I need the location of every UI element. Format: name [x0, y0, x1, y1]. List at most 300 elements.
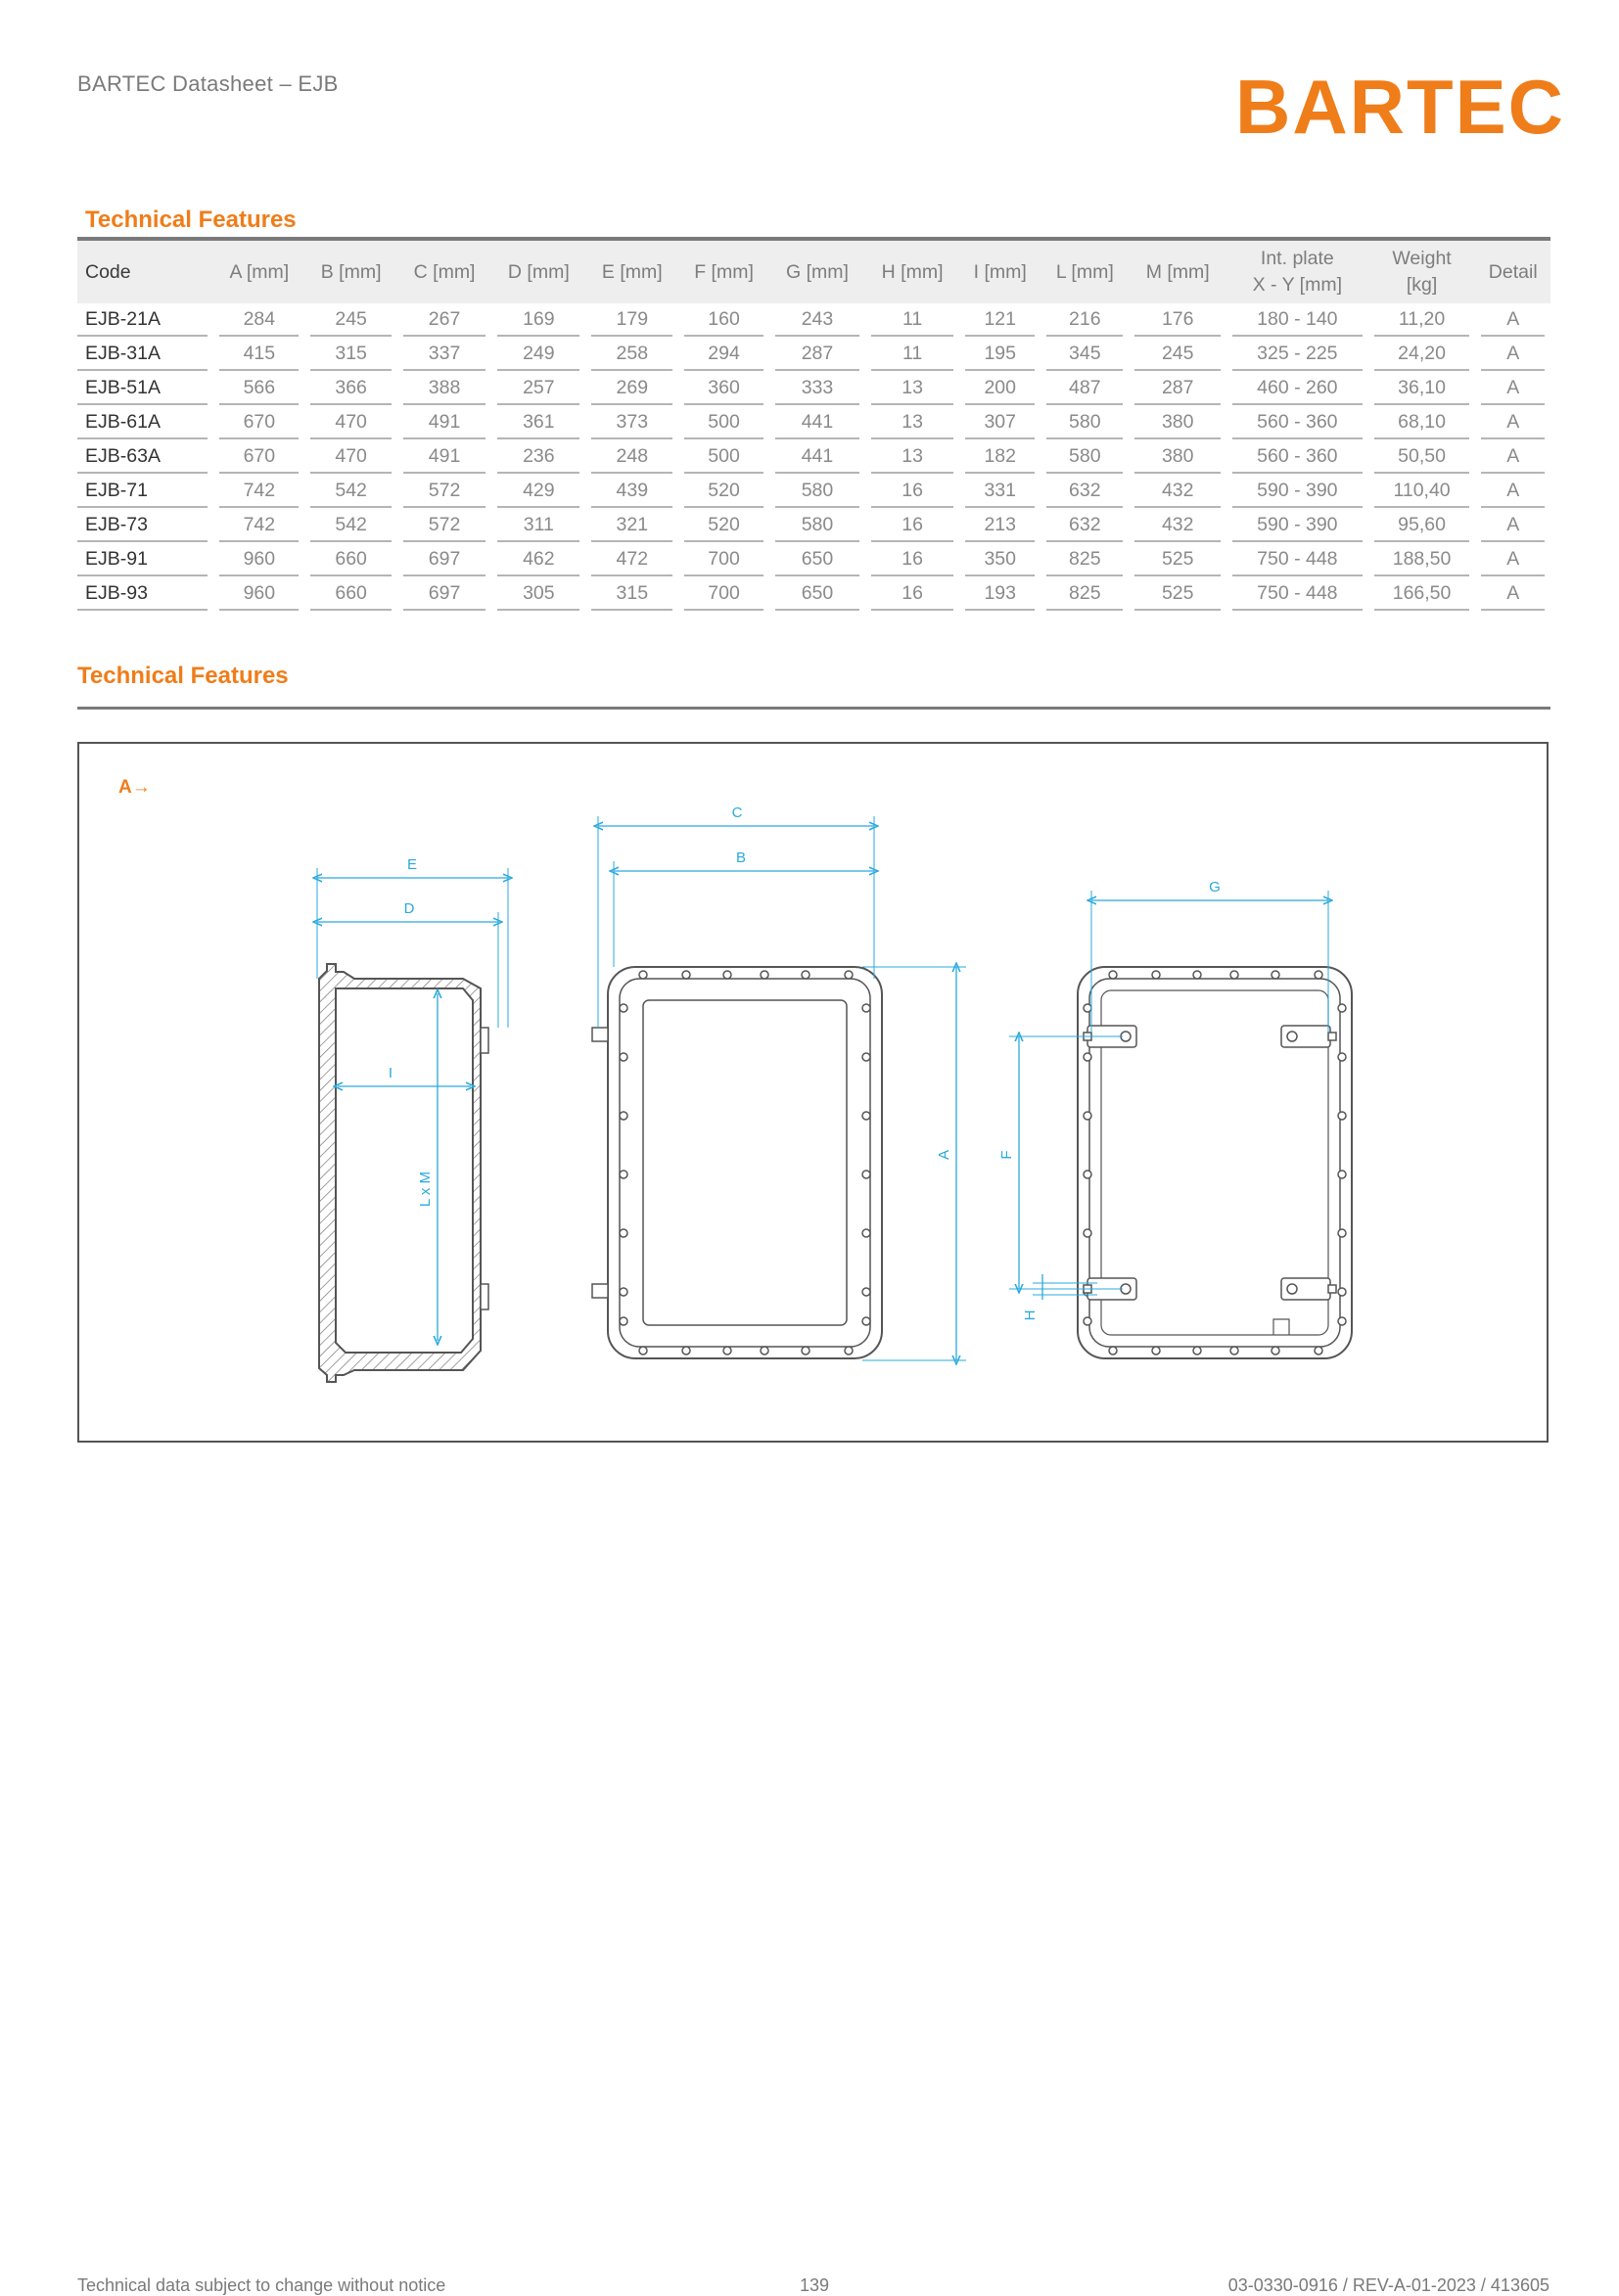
table-cell: [1041, 440, 1129, 475]
column-header-label: E [mm]: [601, 260, 663, 283]
column-header: [213, 237, 304, 303]
table-cell: [585, 406, 678, 440]
column-header: [1475, 237, 1550, 303]
cell-value: A: [1481, 577, 1545, 611]
table-cell: [959, 303, 1041, 338]
column-header-label: I [mm]: [973, 260, 1027, 283]
table-cell: [1041, 338, 1129, 372]
table-cell: [1129, 406, 1226, 440]
section-title-technical-features: Technical Features: [85, 207, 297, 233]
cell-value: 13: [871, 372, 953, 405]
column-header-label: Weight: [1392, 248, 1452, 269]
column-header: [304, 237, 397, 303]
table-cell: [304, 475, 397, 509]
table-cell: [769, 440, 865, 475]
cell-value: 572: [403, 509, 486, 542]
document-title: BARTEC Datasheet – EJB: [77, 71, 339, 96]
cell-value: 180 - 140: [1232, 303, 1363, 337]
column-header-label: Code: [85, 260, 131, 283]
cell-value: 245: [310, 303, 392, 337]
column-header-sublabel: [kg]: [1406, 274, 1438, 296]
side-section-view: [317, 868, 508, 1382]
table-header-row: [77, 237, 1550, 303]
cell-value: 267: [403, 303, 486, 337]
table-cell: [491, 372, 585, 406]
product-code-cell: [77, 406, 213, 440]
cell-value: 429: [497, 475, 579, 508]
table-cell: [491, 406, 585, 440]
cell-value: 373: [591, 406, 672, 439]
table-cell: [769, 475, 865, 509]
cell-value: 95,60: [1374, 509, 1470, 542]
table-cell: [865, 303, 959, 338]
table-cell: [1475, 303, 1550, 338]
table-cell: [304, 406, 397, 440]
table-cell: [213, 509, 304, 543]
table-cell: [213, 406, 304, 440]
cell-value: 580: [1046, 440, 1123, 474]
cell-value: 566: [219, 372, 299, 405]
table-row: [77, 440, 1550, 475]
table-cell: [304, 338, 397, 372]
cell-value: 257: [497, 372, 579, 405]
table-cell: [1368, 303, 1476, 338]
table-cell: [1129, 372, 1226, 406]
cell-value: 361: [497, 406, 579, 439]
table-cell: [1129, 509, 1226, 543]
cell-value: 632: [1046, 475, 1123, 508]
table-cell: [959, 577, 1041, 612]
column-header: [585, 237, 678, 303]
cell-value: 16: [871, 543, 953, 576]
cell-value: 590 - 390: [1232, 509, 1363, 542]
column-header: [769, 237, 865, 303]
table-cell: [213, 303, 304, 338]
table-cell: [1368, 338, 1476, 372]
cell-value: 258: [591, 338, 672, 371]
cell-value: EJB-61A: [77, 406, 208, 439]
table-cell: [213, 475, 304, 509]
table-cell: [1475, 543, 1550, 577]
table-cell: [213, 577, 304, 612]
cell-value: 470: [310, 406, 392, 439]
table-cell: [1129, 543, 1226, 577]
cell-value: 176: [1134, 303, 1221, 337]
table-cell: [585, 509, 678, 543]
column-header: [678, 237, 769, 303]
cell-value: 236: [497, 440, 579, 474]
cell-value: 500: [684, 440, 763, 474]
cell-value: EJB-93: [77, 577, 208, 611]
cell-value: 13: [871, 440, 953, 474]
cell-value: 520: [684, 475, 763, 508]
table-cell: [1475, 406, 1550, 440]
cell-value: 470: [310, 440, 392, 474]
column-header-label: Int. plate: [1260, 248, 1334, 269]
column-header-label: H [mm]: [881, 260, 944, 283]
dim-label-g: G: [1209, 879, 1221, 895]
cell-value: 182: [965, 440, 1035, 474]
cell-value: 825: [1046, 543, 1123, 576]
column-header: [865, 237, 959, 303]
table-cell: [1226, 543, 1368, 577]
cell-value: A: [1481, 303, 1545, 337]
table-cell: [1368, 543, 1476, 577]
cell-value: 560 - 360: [1232, 406, 1363, 439]
cell-value: 16: [871, 577, 953, 611]
cell-value: 315: [591, 577, 672, 611]
table-cell: [865, 338, 959, 372]
table-cell: [304, 577, 397, 612]
cell-value: 650: [775, 577, 859, 611]
cell-value: 169: [497, 303, 579, 337]
table-cell: [304, 440, 397, 475]
table-cell: [865, 475, 959, 509]
cell-value: 660: [310, 543, 392, 576]
cell-value: 487: [1046, 372, 1123, 405]
column-header: [77, 237, 213, 303]
cell-value: 750 - 448: [1232, 577, 1363, 611]
table-cell: [678, 372, 769, 406]
product-code-cell: [77, 372, 213, 406]
table-cell: [397, 303, 491, 338]
cell-value: 441: [775, 406, 859, 439]
table-row: [77, 372, 1550, 406]
table-body: [77, 303, 1550, 612]
table-cell: [1226, 577, 1368, 612]
detail-a-label: A→: [118, 777, 151, 798]
table-cell: [959, 406, 1041, 440]
table-cell: [959, 338, 1041, 372]
table-cell: [959, 543, 1041, 577]
product-code-cell: [77, 303, 213, 338]
table-cell: [678, 303, 769, 338]
table-cell: [213, 372, 304, 406]
table-row: [77, 338, 1550, 372]
product-code-cell: [77, 338, 213, 372]
cell-value: 287: [1134, 372, 1221, 405]
cell-value: 432: [1134, 475, 1221, 508]
table-cell: [769, 543, 865, 577]
cell-value: 460 - 260: [1232, 372, 1363, 405]
cell-value: A: [1481, 543, 1545, 576]
cell-value: 345: [1046, 338, 1123, 371]
product-code-cell: [77, 577, 213, 612]
column-header: [1041, 237, 1129, 303]
cell-value: 572: [403, 475, 486, 508]
table-cell: [491, 440, 585, 475]
cell-value: 360: [684, 372, 763, 405]
cell-value: 188,50: [1374, 543, 1470, 576]
cell-value: 580: [775, 475, 859, 508]
table-cell: [585, 577, 678, 612]
table-cell: [1129, 475, 1226, 509]
cell-value: 960: [219, 577, 299, 611]
cell-value: 333: [775, 372, 859, 405]
table-cell: [678, 509, 769, 543]
cell-value: 321: [591, 509, 672, 542]
table-cell: [865, 406, 959, 440]
table-cell: [304, 372, 397, 406]
front-view: [592, 816, 966, 1360]
cell-value: 24,20: [1374, 338, 1470, 371]
table-cell: [865, 440, 959, 475]
table-row: [77, 406, 1550, 440]
cell-value: A: [1481, 475, 1545, 508]
page-number: 139: [800, 2275, 830, 2295]
cell-value: 700: [684, 577, 763, 611]
cell-value: 560 - 360: [1232, 440, 1363, 474]
table-row: [77, 475, 1550, 509]
cell-value: A: [1481, 338, 1545, 371]
cell-value: 380: [1134, 440, 1221, 474]
cell-value: 269: [591, 372, 672, 405]
table-cell: [491, 303, 585, 338]
table-cell: [865, 372, 959, 406]
cell-value: 11: [871, 303, 953, 337]
cell-value: 415: [219, 338, 299, 371]
table-cell: [1129, 303, 1226, 338]
cell-value: 650: [775, 543, 859, 576]
table-cell: [397, 406, 491, 440]
table-cell: [1129, 577, 1226, 612]
column-header-label: F [mm]: [694, 260, 754, 283]
table-cell: [491, 543, 585, 577]
table-cell: [1475, 475, 1550, 509]
cell-value: 472: [591, 543, 672, 576]
table-cell: [678, 475, 769, 509]
column-header: [1226, 237, 1368, 303]
table-cell: [585, 543, 678, 577]
table-cell: [585, 440, 678, 475]
cell-value: 68,10: [1374, 406, 1470, 439]
table-cell: [769, 577, 865, 612]
cell-value: 350: [965, 543, 1035, 576]
cell-value: 307: [965, 406, 1035, 439]
cell-value: 243: [775, 303, 859, 337]
table-cell: [865, 543, 959, 577]
table-cell: [678, 338, 769, 372]
table-cell: [1368, 475, 1476, 509]
cell-value: 50,50: [1374, 440, 1470, 474]
cell-value: 742: [219, 475, 299, 508]
table-cell: [397, 338, 491, 372]
table-cell: [397, 543, 491, 577]
table-cell: [1041, 509, 1129, 543]
table-cell: [678, 406, 769, 440]
table-cell: [585, 338, 678, 372]
column-header: [1129, 237, 1226, 303]
table-cell: [959, 440, 1041, 475]
column-header-label: M [mm]: [1145, 260, 1210, 283]
table-cell: [397, 577, 491, 612]
cell-value: 825: [1046, 577, 1123, 611]
cell-value: 331: [965, 475, 1035, 508]
table-cell: [865, 509, 959, 543]
table-row: [77, 509, 1550, 543]
dim-label-e: E: [406, 856, 418, 873]
table-cell: [304, 543, 397, 577]
cell-value: 366: [310, 372, 392, 405]
section-title-drawing: Technical Features: [77, 663, 289, 689]
table-cell: [1475, 440, 1550, 475]
column-header-label: Detail: [1488, 260, 1538, 283]
dim-label-c: C: [731, 804, 743, 821]
cell-value: 542: [310, 475, 392, 508]
table-cell: [1475, 372, 1550, 406]
cell-value: 750 - 448: [1232, 543, 1363, 576]
dim-label-h: H: [1022, 1309, 1039, 1321]
cell-value: EJB-63A: [77, 440, 208, 474]
table-cell: [1041, 406, 1129, 440]
table-cell: [1475, 509, 1550, 543]
cell-value: EJB-71: [77, 475, 208, 508]
column-header: [959, 237, 1041, 303]
column-header-sublabel: X - Y [mm]: [1252, 274, 1343, 296]
cell-value: 193: [965, 577, 1035, 611]
cell-value: EJB-73: [77, 509, 208, 542]
table-cell: [678, 440, 769, 475]
column-header-label: G [mm]: [786, 260, 849, 283]
table-cell: [1041, 303, 1129, 338]
table-cell: [1368, 577, 1476, 612]
table-cell: [213, 338, 304, 372]
cell-value: 249: [497, 338, 579, 371]
cell-value: 590 - 390: [1232, 475, 1363, 508]
table-cell: [678, 543, 769, 577]
dim-label-f: F: [998, 1150, 1015, 1160]
table-cell: [585, 372, 678, 406]
cell-value: 491: [403, 406, 486, 439]
product-code-cell: [77, 440, 213, 475]
cell-value: 432: [1134, 509, 1221, 542]
cell-value: 742: [219, 509, 299, 542]
table-cell: [491, 509, 585, 543]
table-cell: [769, 372, 865, 406]
cell-value: 542: [310, 509, 392, 542]
cell-value: 670: [219, 440, 299, 474]
table-cell: [491, 475, 585, 509]
table-cell: [491, 338, 585, 372]
cell-value: 462: [497, 543, 579, 576]
table-cell: [1041, 372, 1129, 406]
cell-value: 294: [684, 338, 763, 371]
cell-value: 284: [219, 303, 299, 337]
table-cell: [304, 509, 397, 543]
table-cell: [1226, 440, 1368, 475]
cell-value: A: [1481, 440, 1545, 474]
cell-value: 11: [871, 338, 953, 371]
cell-value: 960: [219, 543, 299, 576]
cell-value: 500: [684, 406, 763, 439]
table-cell: [1129, 338, 1226, 372]
cell-value: A: [1481, 509, 1545, 542]
table-cell: [1475, 577, 1550, 612]
table-cell: [491, 577, 585, 612]
cell-value: 700: [684, 543, 763, 576]
cell-value: 670: [219, 406, 299, 439]
dim-label-lxm: L x M: [417, 1171, 434, 1208]
cell-value: 441: [775, 440, 859, 474]
cell-value: 520: [684, 509, 763, 542]
cell-value: 121: [965, 303, 1035, 337]
table-cell: [769, 303, 865, 338]
column-header-label: C [mm]: [413, 260, 476, 283]
product-code-cell: [77, 509, 213, 543]
table-cell: [213, 543, 304, 577]
table-cell: [769, 406, 865, 440]
table-cell: [1226, 475, 1368, 509]
cell-value: 13: [871, 406, 953, 439]
cell-value: 16: [871, 509, 953, 542]
cell-value: EJB-91: [77, 543, 208, 576]
technical-drawing-frame: [77, 742, 1549, 1443]
interior-view: [1009, 891, 1352, 1358]
cell-value: 245: [1134, 338, 1221, 371]
table-cell: [769, 338, 865, 372]
cell-value: 16: [871, 475, 953, 508]
cell-value: 632: [1046, 509, 1123, 542]
cell-value: EJB-21A: [77, 303, 208, 337]
cell-value: 337: [403, 338, 486, 371]
column-header-label: A [mm]: [229, 260, 290, 283]
cell-value: EJB-31A: [77, 338, 208, 371]
cell-value: 697: [403, 543, 486, 576]
dim-label-b: B: [735, 850, 747, 866]
table-row: [77, 303, 1550, 338]
product-code-cell: [77, 475, 213, 509]
table-cell: [1226, 338, 1368, 372]
table-cell: [397, 509, 491, 543]
bartec-logo: BARTEC: [1235, 64, 1565, 150]
table-cell: [1226, 303, 1368, 338]
table-cell: [1226, 406, 1368, 440]
cell-value: 491: [403, 440, 486, 474]
column-header-label: B [mm]: [320, 260, 382, 283]
cell-value: 287: [775, 338, 859, 371]
table-cell: [1226, 372, 1368, 406]
table-cell: [397, 475, 491, 509]
table-cell: [1368, 372, 1476, 406]
table-cell: [769, 509, 865, 543]
cell-value: 195: [965, 338, 1035, 371]
table-cell: [397, 440, 491, 475]
table-cell: [397, 372, 491, 406]
table-cell: [585, 303, 678, 338]
cell-value: 36,10: [1374, 372, 1470, 405]
cell-value: 213: [965, 509, 1035, 542]
cell-value: A: [1481, 372, 1545, 405]
column-header-label: L [mm]: [1055, 260, 1114, 283]
cell-value: 110,40: [1374, 475, 1470, 508]
column-header-label: D [mm]: [507, 260, 570, 283]
cell-value: 325 - 225: [1232, 338, 1363, 371]
cell-value: 160: [684, 303, 763, 337]
cell-value: A: [1481, 406, 1545, 439]
table-cell: [959, 475, 1041, 509]
table-cell: [678, 577, 769, 612]
table-cell: [1041, 543, 1129, 577]
table-cell: [1226, 509, 1368, 543]
footer-disclaimer: Technical data subject to change without notice: [77, 2275, 446, 2295]
cell-value: 697: [403, 577, 486, 611]
cell-value: 525: [1134, 577, 1221, 611]
table-cell: [304, 303, 397, 338]
dim-label-d: D: [403, 900, 415, 917]
enclosure-technical-drawing: [79, 744, 1550, 1445]
table-cell: [1129, 440, 1226, 475]
cell-value: 248: [591, 440, 672, 474]
